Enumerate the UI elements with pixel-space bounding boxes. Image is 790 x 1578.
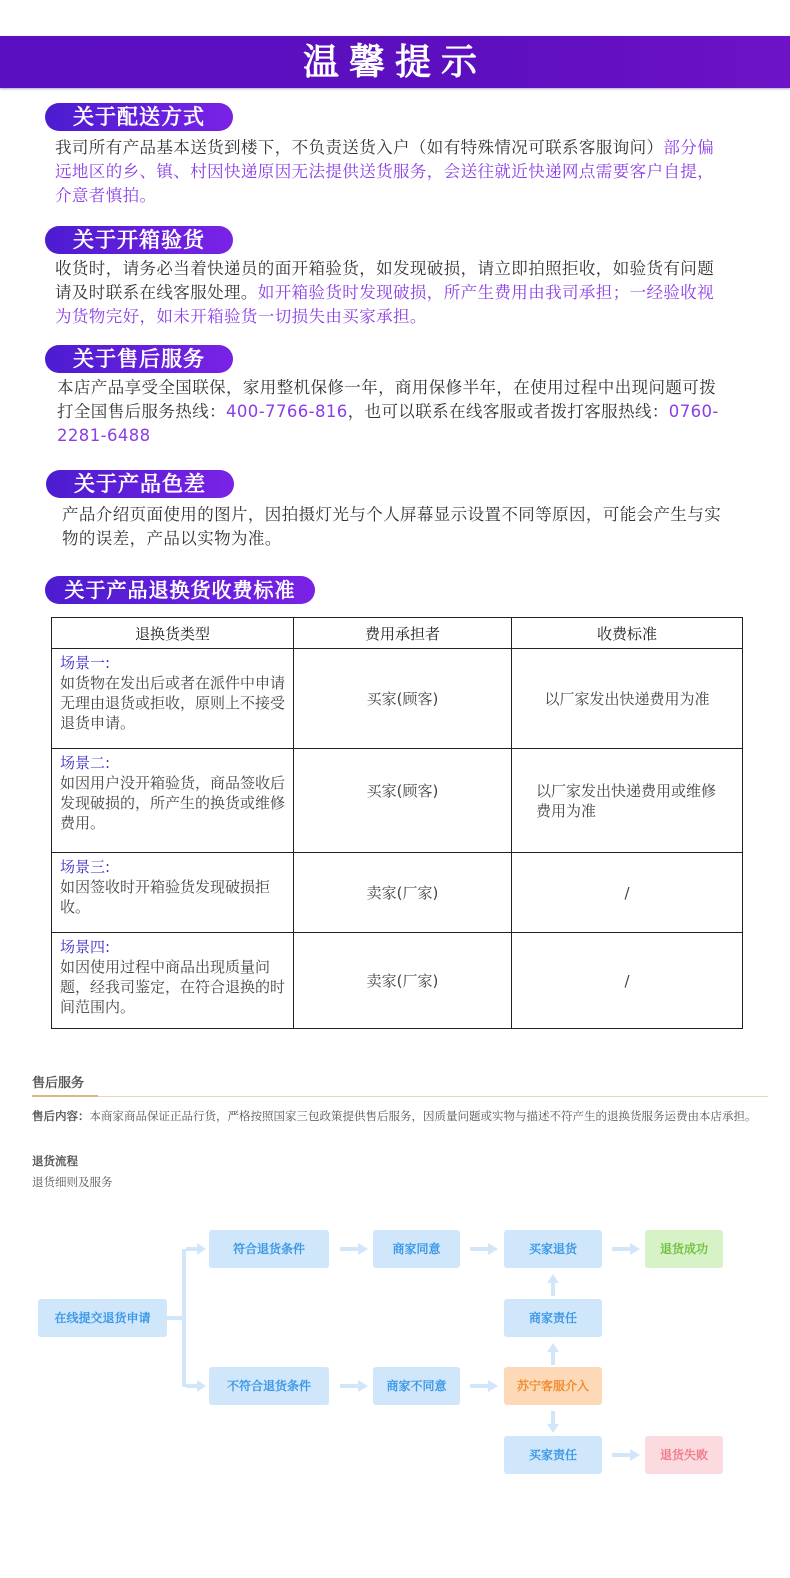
table-header-row [52,618,743,649]
flow-arrow-right-icon [340,1382,368,1390]
scene-cell [52,749,294,853]
flow-suning-intervene: 苏宁客服介入 [504,1367,602,1405]
scene-title: 场景三: [60,858,111,876]
color-diff-text: 产品介绍页面使用的图片，因拍摄灯光与个人屏幕显示设置不同等原因，可能会产生与实物的误差，产品以实物为准。 [62,505,722,548]
delivery-text [55,136,725,208]
standard-cell: / [512,933,743,1029]
flow-arrow-right-icon [470,1245,498,1253]
flow-arrow-ineligible [186,1384,198,1388]
table-row [52,853,743,933]
scene-cell [52,649,294,749]
scene-desc: 如因签收时开箱验货发现破损拒收。 [60,878,271,916]
flow-merchant-liable: 商家责任 [504,1299,602,1337]
flow-arrow-right-icon [340,1245,368,1253]
flow-arrow-right-icon [470,1382,498,1390]
flow-fail: 退货失败 [645,1436,723,1474]
service-content [32,1105,768,1127]
scene-title: 场景四: [60,938,111,956]
flow-merchant-disagree: 商家不同意 [373,1367,460,1405]
scene-title: 场景二: [60,754,111,772]
service-divider-accent [32,1095,98,1097]
flow-arrow-down-icon [547,1411,559,1433]
inspection-text [55,257,725,329]
inspection-text-highlight: 如开箱验货时发现破损，所产生费用由我司承担；一经验收视为货物完好，如未开箱验货一切损失由买家承担。 [55,283,715,326]
column-header-payer: 费用承担者 [294,618,512,649]
delivery-heading: 关于配送方式 [45,103,233,131]
scene-desc: 如因用户没开箱验货，商品签收后发现破损的，所产生的换货或维修费用。 [60,774,286,832]
flow-arrow-up-icon [547,1343,559,1365]
standard-cell: 以厂家发出快递费用或维修费用为准 [512,749,743,853]
inspection-heading: 关于开箱验货 [45,226,233,254]
service-heading: 售后服务 [32,1076,85,1091]
standard-cell: 以厂家发出快递费用为准 [512,649,743,749]
scene-cell [52,853,294,933]
scene-title: 场景一: [60,654,111,672]
table-row [52,749,743,853]
inspection-text-plain: 收货时，请务必当着快递员的面开箱验货，如发现破损，请立即拍照拒收，如验货有问题请及时联系在线客服处理。 [55,259,715,302]
standard-cell: / [512,853,743,933]
flow-arrow-right-icon [612,1245,640,1253]
column-header-standard: 收费标准 [512,618,743,649]
flow-start: 在线提交退货申请 [38,1299,167,1337]
scene-cell [52,933,294,1029]
fees-heading: 关于产品退换货收费标准 [45,576,315,604]
flow-eligible: 符合退货条件 [209,1230,329,1268]
flow-arrow-eligible [186,1247,198,1251]
table-row [52,649,743,749]
service-divider [32,1096,768,1097]
aftersales-text [57,376,727,448]
service-flow-sub: 退货细则及服务 [32,1175,113,1189]
scene-desc: 如因使用过程中商品出现质量问题，经我司鉴定，在符合退换的时间范围内。 [60,958,286,1016]
scene-desc: 如货物在发出后或者在派件中申请无理由退货或拒收，原则上不接受退货申请。 [60,674,286,732]
payer-cell: 卖家(厂家) [294,853,512,933]
aftersales-text-1: 本店产品享受全国联保，家用整机保修一年，商用保修半年，在使用过程中出现问题可拨打全国售后服务热线： [57,378,717,421]
column-header-type: 退换货类型 [52,618,294,649]
service-content-label: 售后内容： [32,1109,90,1123]
flow-arrow-up-icon [547,1274,559,1296]
delivery-text-plain: 我司所有产品基本送货到楼下，不负责送货入户（如有特殊情况可联系客服询问） [55,138,664,157]
payer-cell: 买家(顾客) [294,749,512,853]
flow-buyer-return: 买家退货 [504,1230,602,1268]
flow-connector [167,1316,182,1320]
flow-buyer-liable: 买家责任 [504,1436,602,1474]
aftersales-hotline: 400-7766-816 [226,402,348,421]
fees-table [51,617,743,1029]
service-flow-label: 退货流程 [32,1154,78,1168]
payer-cell: 卖家(厂家) [294,933,512,1029]
flow-success: 退货成功 [645,1230,723,1268]
banner-title: 温馨提示 [302,42,487,83]
color-diff-heading: 关于产品色差 [46,470,234,498]
flow-merchant-agree: 商家同意 [373,1230,460,1268]
aftersales-phone: 0760-2281-6488 [57,402,719,445]
aftersales-text-2: ，也可以联系在线客服或者拨打客服热线： [347,402,669,421]
delivery-text-highlight: 部分偏远地区的乡、镇、村因快递原因无法提供送货服务，会送往就近快递网点需要客户自提，介意者慎拍。 [55,138,715,205]
table-row [52,933,743,1029]
flow-arrow-right-icon [612,1451,640,1459]
service-content-text: 本商家商品保证正品行货，严格按照国家三包政策提供售后服务，因质量问题或实物与描述不符产生的退换货服务运费由本店承担。 [89,1109,757,1123]
aftersales-heading: 关于售后服务 [45,345,233,373]
flow-ineligible: 不符合退货条件 [209,1367,329,1405]
payer-cell: 买家(顾客) [294,649,512,749]
flow-bracket [182,1249,186,1387]
